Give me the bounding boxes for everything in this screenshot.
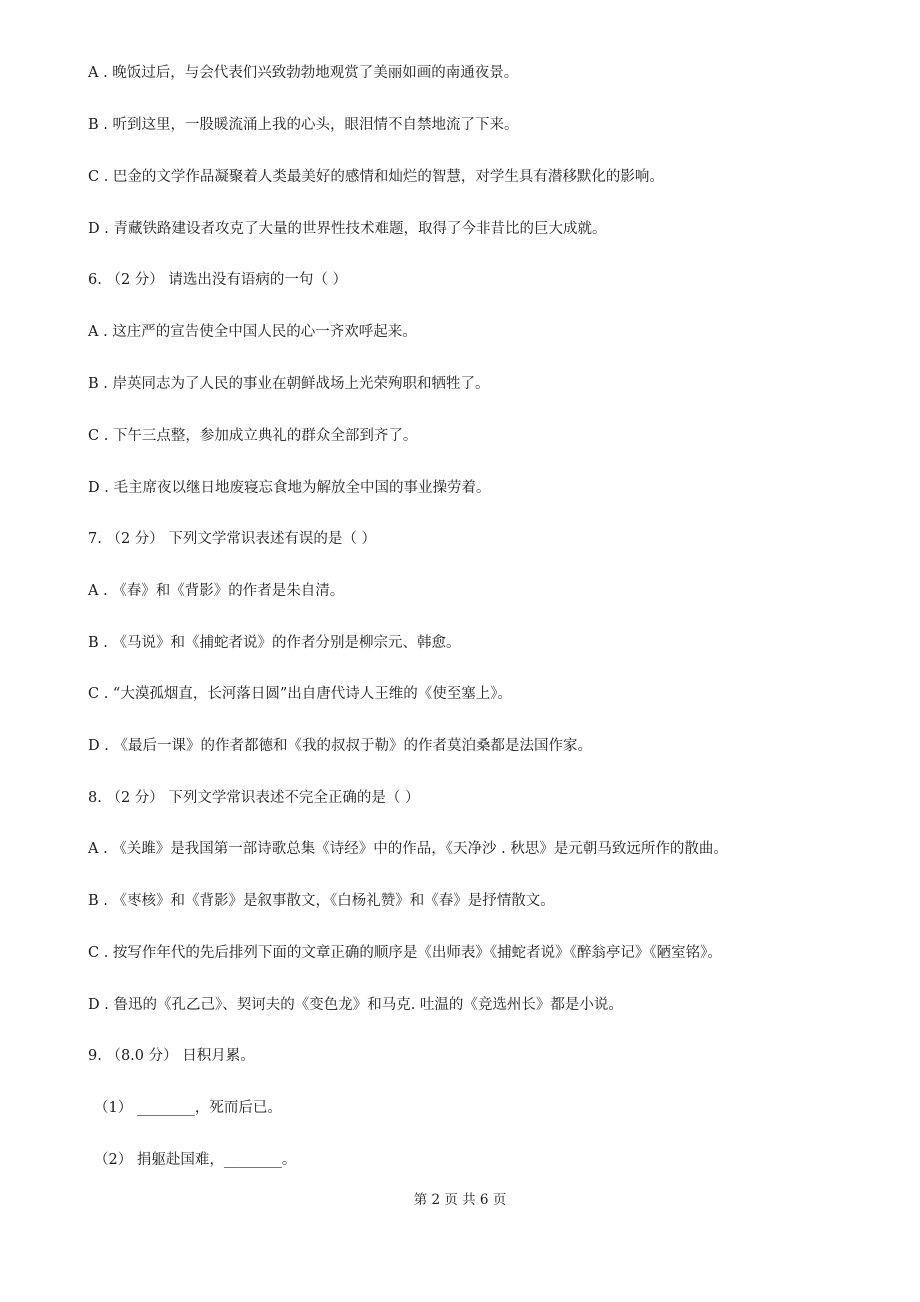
option-c-q5: C . 巴金的文学作品凝聚着人类最美好的感情和灿烂的智慧，对学生具有潜移默化的影响。 xyxy=(88,169,664,185)
option-a-q7: A . 《春》和《背影》的作者是朱自清。 xyxy=(88,583,345,599)
option-c-q7: C . “大漠孤烟直，长河落日圆”出自唐代诗人王维的《使至塞上》。 xyxy=(88,686,512,702)
option-a-q5: A . 晚饭过后，与会代表们兴致勃勃地观赏了美丽如画的南通夜景。 xyxy=(88,65,519,81)
option-c-q8: C . 按写作年代的先后排列下面的文章正确的顺序是《出师表》《捕蛇者说》《醉翁亭记》《陋室铭》。 xyxy=(88,945,722,961)
option-a-q8: A . 《关雎》是我国第一部诗歌总集《诗经》中的作品，《天净沙 . 秋思》是元朝马致远所作的散曲。 xyxy=(88,841,728,857)
option-d-q8: D . 鲁迅的《孔乙己》、契诃夫的《变色龙》和马克. 吐温的《竞选州长》都是小说。 xyxy=(88,997,623,1013)
option-b-q8: B . 《枣核》和《背影》是叙事散文，《白杨礼赞》和《春》是抒情散文。 xyxy=(88,893,555,909)
option-b-q5: B . 听到这里，一股暖流涌上我的心头，眼泪情不自禁地流了下来。 xyxy=(88,117,519,133)
page-footer: 第 2 页 共 6 页 xyxy=(413,1192,507,1208)
question-8: 8. （2 分） 下列文学常识表述不完全正确的是（ ） xyxy=(88,790,420,806)
option-a-q6: A . 这庄严的宣告使全中国人民的心一齐欢呼起来。 xyxy=(88,324,417,340)
fill-blank-2: （2） 捐躯赴国难，________。 xyxy=(94,1152,297,1168)
question-9: 9. （8.0 分） 日积月累。 xyxy=(88,1048,255,1064)
option-b-q7: B . 《马说》和《捕蛇者说》的作者分别是柳宗元、韩愈。 xyxy=(88,635,461,651)
option-d-q7: D . 《最后一课》的作者都德和《我的叔叔于勒》的作者莫泊桑都是法国作家。 xyxy=(88,738,592,754)
question-6: 6. （2 分） 请选出没有语病的一句（ ） xyxy=(88,272,347,288)
option-b-q6: B . 岸英同志为了人民的事业在朝鲜战场上光荣殉职和牺牲了。 xyxy=(88,376,490,392)
fill-blank-1: （1） ________，死而后已。 xyxy=(94,1100,282,1116)
option-d-q5: D . 青藏铁路建设者攻克了大量的世界性技术难题，取得了今非昔比的巨大成就。 xyxy=(88,221,607,237)
question-7: 7. （2 分） 下列文学常识表述有误的是（ ） xyxy=(88,531,376,547)
option-d-q6: D . 毛主席夜以继日地废寝忘食地为解放全中国的事业操劳着。 xyxy=(88,480,491,496)
option-c-q6: C . 下午三点整，参加成立典礼的群众全部到齐了。 xyxy=(88,428,418,444)
